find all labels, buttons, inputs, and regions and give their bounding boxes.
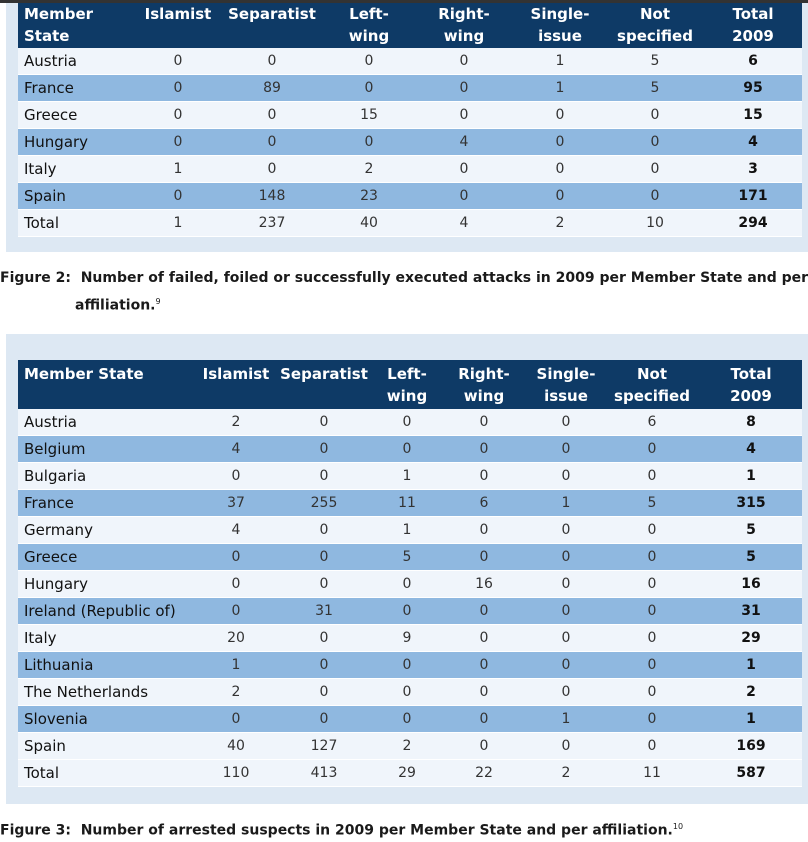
value-cell: 0 xyxy=(374,409,440,436)
value-cell: 0 xyxy=(136,129,220,156)
value-cell: 6 xyxy=(604,409,700,436)
caption-label: Figure 3: xyxy=(0,822,71,839)
value-cell: 0 xyxy=(324,48,414,75)
value-cell: 20 xyxy=(198,625,274,652)
value-cell: 0 xyxy=(374,436,440,463)
member-state-cell: Slovenia xyxy=(18,706,198,733)
total-cell: 5 xyxy=(700,517,802,544)
value-cell: 0 xyxy=(324,129,414,156)
table-row xyxy=(18,156,802,183)
table-row xyxy=(18,75,802,102)
value-cell: 4 xyxy=(414,210,514,237)
table-row xyxy=(18,409,802,436)
value-cell: 1 xyxy=(198,652,274,679)
member-state-cell: Hungary xyxy=(18,571,198,598)
value-cell: 5 xyxy=(606,75,704,102)
table-row xyxy=(18,598,802,625)
value-cell: 0 xyxy=(528,463,604,490)
value-cell: 127 xyxy=(274,733,374,760)
value-cell: 0 xyxy=(528,436,604,463)
value-cell: 11 xyxy=(604,760,700,787)
value-cell: 0 xyxy=(414,102,514,129)
value-cell: 110 xyxy=(198,760,274,787)
total-cell: 3 xyxy=(704,156,802,183)
member-state-cell: Hungary xyxy=(18,129,136,156)
value-cell: 0 xyxy=(440,652,528,679)
total-cell: 15 xyxy=(704,102,802,129)
header-separatist: Separatist xyxy=(220,3,324,48)
table-row xyxy=(18,463,802,490)
value-cell: 0 xyxy=(514,102,606,129)
attacks-table-panel xyxy=(6,3,808,252)
member-state-cell: Greece xyxy=(18,544,198,571)
table-row xyxy=(18,625,802,652)
table-row xyxy=(18,48,802,75)
value-cell: 0 xyxy=(414,156,514,183)
value-cell: 31 xyxy=(274,598,374,625)
caption-label: Figure 2: xyxy=(0,270,71,286)
value-cell: 0 xyxy=(604,598,700,625)
total-cell: 31 xyxy=(700,598,802,625)
member-state-cell: Ireland (Republic of) xyxy=(18,598,198,625)
value-cell: 0 xyxy=(136,48,220,75)
value-cell: 0 xyxy=(198,571,274,598)
total-cell: 587 xyxy=(700,760,802,787)
value-cell: 0 xyxy=(606,102,704,129)
total-cell: 95 xyxy=(704,75,802,102)
value-cell: 0 xyxy=(136,75,220,102)
value-cell: 0 xyxy=(606,183,704,210)
value-cell: 0 xyxy=(528,409,604,436)
value-cell: 1 xyxy=(374,517,440,544)
header-member-state: Member State xyxy=(18,360,198,409)
table-row xyxy=(18,129,802,156)
value-cell: 40 xyxy=(324,210,414,237)
value-cell: 0 xyxy=(198,463,274,490)
value-cell: 5 xyxy=(606,48,704,75)
figure-2-caption-line-2 xyxy=(75,291,161,317)
value-cell: 0 xyxy=(440,517,528,544)
value-cell: 148 xyxy=(220,183,324,210)
member-state-cell: Bulgaria xyxy=(18,463,198,490)
value-cell: 0 xyxy=(604,463,700,490)
value-cell: 0 xyxy=(528,544,604,571)
header-row xyxy=(18,360,802,409)
total-cell: 4 xyxy=(704,129,802,156)
arrests-table xyxy=(18,360,802,787)
value-cell: 0 xyxy=(274,544,374,571)
value-cell: 0 xyxy=(274,679,374,706)
value-cell: 0 xyxy=(198,598,274,625)
value-cell: 9 xyxy=(374,625,440,652)
header-row xyxy=(18,3,802,48)
header-right-wing: Right- wing xyxy=(414,3,514,48)
header-not-specified: Not specified xyxy=(606,3,704,48)
value-cell: 0 xyxy=(440,679,528,706)
value-cell: 0 xyxy=(604,436,700,463)
value-cell: 413 xyxy=(274,760,374,787)
member-state-cell: Austria xyxy=(18,48,136,75)
figure-2-caption xyxy=(0,267,808,289)
value-cell: 0 xyxy=(528,679,604,706)
value-cell: 1 xyxy=(136,210,220,237)
value-cell: 11 xyxy=(374,490,440,517)
value-cell: 237 xyxy=(220,210,324,237)
value-cell: 10 xyxy=(606,210,704,237)
value-cell: 5 xyxy=(374,544,440,571)
header-islamist: Islamist xyxy=(198,360,274,409)
total-cell: 169 xyxy=(700,733,802,760)
total-cell: 6 xyxy=(704,48,802,75)
member-state-cell: France xyxy=(18,490,198,517)
total-cell: 294 xyxy=(704,210,802,237)
value-cell: 0 xyxy=(136,102,220,129)
header-islamist: Islamist xyxy=(136,3,220,48)
footnote-ref: 9 xyxy=(155,297,161,306)
value-cell: 2 xyxy=(324,156,414,183)
value-cell: 0 xyxy=(414,183,514,210)
value-cell: 0 xyxy=(374,652,440,679)
value-cell: 0 xyxy=(274,625,374,652)
member-state-cell: Spain xyxy=(18,183,136,210)
value-cell: 0 xyxy=(440,706,528,733)
total-cell: 8 xyxy=(700,409,802,436)
value-cell: 0 xyxy=(604,679,700,706)
table-row xyxy=(18,517,802,544)
value-cell: 0 xyxy=(374,598,440,625)
value-cell: 0 xyxy=(440,463,528,490)
table-row xyxy=(18,571,802,598)
header-total-2009: Total 2009 xyxy=(704,3,802,48)
value-cell: 0 xyxy=(604,571,700,598)
value-cell: 0 xyxy=(220,102,324,129)
member-state-cell: Italy xyxy=(18,156,136,183)
total-cell: 315 xyxy=(700,490,802,517)
value-cell: 37 xyxy=(198,490,274,517)
value-cell: 0 xyxy=(604,652,700,679)
value-cell: 0 xyxy=(274,706,374,733)
member-state-cell: Total xyxy=(18,760,198,787)
total-cell: 1 xyxy=(700,463,802,490)
value-cell: 1 xyxy=(374,463,440,490)
value-cell: 0 xyxy=(440,544,528,571)
value-cell: 6 xyxy=(440,490,528,517)
value-cell: 0 xyxy=(528,733,604,760)
member-state-cell: Italy xyxy=(18,625,198,652)
value-cell: 0 xyxy=(604,733,700,760)
member-state-cell: The Netherlands xyxy=(18,679,198,706)
total-cell: 1 xyxy=(700,652,802,679)
header-separatist: Separatist xyxy=(274,360,374,409)
total-row xyxy=(18,210,802,237)
value-cell: 5 xyxy=(604,490,700,517)
table-row xyxy=(18,706,802,733)
caption-text: Number of failed, foiled or successfully executed attacks in 2009 per Member State and per xyxy=(80,270,808,286)
value-cell: 0 xyxy=(440,733,528,760)
value-cell: 0 xyxy=(274,409,374,436)
total-cell: 4 xyxy=(700,436,802,463)
value-cell: 0 xyxy=(604,706,700,733)
value-cell: 40 xyxy=(198,733,274,760)
member-state-cell: Total xyxy=(18,210,136,237)
value-cell: 0 xyxy=(374,706,440,733)
member-state-cell: France xyxy=(18,75,136,102)
header-left-wing: Left- wing xyxy=(374,360,440,409)
total-cell: 2 xyxy=(700,679,802,706)
value-cell: 0 xyxy=(198,706,274,733)
total-cell: 16 xyxy=(700,571,802,598)
value-cell: 4 xyxy=(198,436,274,463)
value-cell: 0 xyxy=(604,544,700,571)
table-row xyxy=(18,490,802,517)
value-cell: 0 xyxy=(220,129,324,156)
value-cell: 0 xyxy=(220,48,324,75)
value-cell: 0 xyxy=(274,652,374,679)
value-cell: 1 xyxy=(528,706,604,733)
value-cell: 0 xyxy=(440,625,528,652)
value-cell: 15 xyxy=(324,102,414,129)
value-cell: 0 xyxy=(604,625,700,652)
header-right-wing: Right- wing xyxy=(440,360,528,409)
member-state-cell: Austria xyxy=(18,409,198,436)
caption-text: Number of arrested suspects in 2009 per Member State and per affiliation. xyxy=(80,822,673,839)
member-state-cell: Lithuania xyxy=(18,652,198,679)
member-state-cell: Greece xyxy=(18,102,136,129)
header-left-wing: Left- wing xyxy=(324,3,414,48)
value-cell: 0 xyxy=(414,75,514,102)
member-state-cell: Belgium xyxy=(18,436,198,463)
total-cell: 29 xyxy=(700,625,802,652)
value-cell: 1 xyxy=(528,490,604,517)
value-cell: 0 xyxy=(528,625,604,652)
value-cell: 4 xyxy=(414,129,514,156)
table-row xyxy=(18,183,802,210)
value-cell: 0 xyxy=(606,156,704,183)
value-cell: 0 xyxy=(528,571,604,598)
header-total-2009: Total 2009 xyxy=(700,360,802,409)
header-single-issue: Single- issue xyxy=(514,3,606,48)
arrests-table-panel xyxy=(6,334,808,804)
member-state-cell: Germany xyxy=(18,517,198,544)
header-single-issue: Single- issue xyxy=(528,360,604,409)
value-cell: 0 xyxy=(374,679,440,706)
value-cell: 23 xyxy=(324,183,414,210)
table-row xyxy=(18,436,802,463)
value-cell: 1 xyxy=(514,75,606,102)
value-cell: 0 xyxy=(528,598,604,625)
value-cell: 0 xyxy=(414,48,514,75)
value-cell: 0 xyxy=(198,544,274,571)
value-cell: 0 xyxy=(274,571,374,598)
table-row xyxy=(18,102,802,129)
value-cell: 0 xyxy=(220,156,324,183)
header-not-specified: Not specified xyxy=(604,360,700,409)
value-cell: 0 xyxy=(440,436,528,463)
header-member-state: Member State xyxy=(18,3,136,48)
value-cell: 0 xyxy=(606,129,704,156)
value-cell: 0 xyxy=(274,517,374,544)
value-cell: 0 xyxy=(324,75,414,102)
total-cell: 5 xyxy=(700,544,802,571)
value-cell: 0 xyxy=(440,409,528,436)
member-state-cell: Spain xyxy=(18,733,198,760)
value-cell: 0 xyxy=(440,598,528,625)
value-cell: 89 xyxy=(220,75,324,102)
value-cell: 22 xyxy=(440,760,528,787)
table-row xyxy=(18,544,802,571)
value-cell: 0 xyxy=(604,517,700,544)
value-cell: 0 xyxy=(374,571,440,598)
table-row xyxy=(18,733,802,760)
value-cell: 0 xyxy=(274,436,374,463)
value-cell: 2 xyxy=(198,679,274,706)
value-cell: 0 xyxy=(514,183,606,210)
value-cell: 16 xyxy=(440,571,528,598)
total-cell: 171 xyxy=(704,183,802,210)
value-cell: 1 xyxy=(514,48,606,75)
footnote-ref: 10 xyxy=(672,822,684,831)
table-row xyxy=(18,652,802,679)
table-row xyxy=(18,679,802,706)
value-cell: 0 xyxy=(514,129,606,156)
value-cell: 0 xyxy=(274,463,374,490)
value-cell: 29 xyxy=(374,760,440,787)
total-cell: 1 xyxy=(700,706,802,733)
total-row xyxy=(18,760,802,787)
value-cell: 1 xyxy=(136,156,220,183)
value-cell: 2 xyxy=(514,210,606,237)
value-cell: 2 xyxy=(528,760,604,787)
value-cell: 2 xyxy=(198,409,274,436)
value-cell: 0 xyxy=(514,156,606,183)
value-cell: 0 xyxy=(528,652,604,679)
value-cell: 255 xyxy=(274,490,374,517)
value-cell: 2 xyxy=(374,733,440,760)
value-cell: 0 xyxy=(528,517,604,544)
attacks-table xyxy=(18,3,802,237)
caption-text-2: affiliation. xyxy=(75,297,156,314)
value-cell: 4 xyxy=(198,517,274,544)
value-cell: 0 xyxy=(136,183,220,210)
